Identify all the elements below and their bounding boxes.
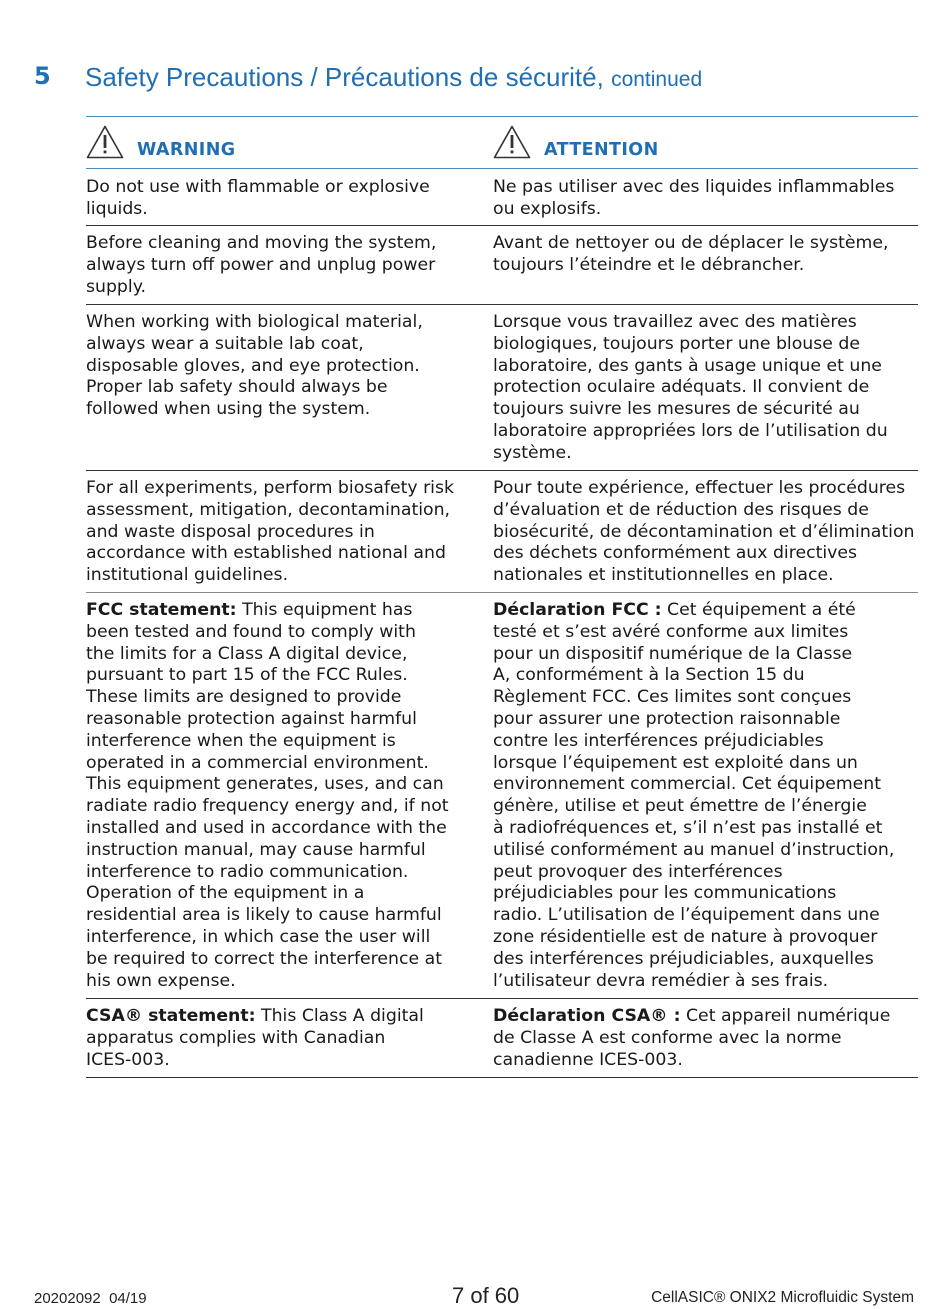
fcc-statement-en [86,600,493,998]
attention-heading: ATTENTION [544,140,659,160]
fcc-statement-label: FCC statement: [86,600,237,620]
french-text: Avant de nettoyer ou de déplacer le système, toujours l’éteindre et le débrancher. [493,233,889,275]
csa-declaration-label: Déclaration CSA® : [493,1006,681,1026]
table-row [86,471,918,593]
french-text: Pour toute expérience, effectuer les procédures d’évaluation et de réduction des risques de biosécurité, de décontamination et d’élimination des déchets conformément aux directives nationales et institutionnelles en place. [493,478,915,586]
fcc-statement-fr [493,600,918,998]
warning-triangle-icon [493,125,531,159]
product-name: CellASIC® ONIX2 Microfluidic System [651,1289,914,1306]
fcc-declaration-label: Déclaration FCC : [493,600,662,620]
english-text: Do not use with flammable or explosive liquids. [86,177,430,219]
english-text: When working with biological material, always wear a suitable lab coat, disposable gloves, and eye protection. Proper lab safety should always be followed when using the system. [86,312,423,420]
fcc-statement-text: This equipment has been tested and found to comply with the limits for a Class A digital device, pursuant to part 15 of the FCC Rules. These limits are designed to provide reasonable protection against harmful interference when the equipment is operated in a commercial environment. This equipment generates, uses, and can radiate radio frequency energy and, if not installed and used in accordance with the instruction manual, may cause harmful interference to radio communication. Operation of the equipment in a residential area is likely to cause harmful interference, in which case the user will be required to correct the interference at his own expense. [86,600,449,991]
fcc-declaration-text: Cet équipement a été testé et s’est avéré conforme aux limites pour un dispositif numérique de la Classe A, conformément à la Section 15 du Règlement FCC. Ces limites sont conçues pour assurer une protection raisonnable contre les interférences préjudiciables lorsque l’équipement est exploité dans un environnement commercial. Cet équipement génère, utilise et peut émettre de l’énergie à radiofréquences et, s’il n’est pas installé et utilisé conformément au manuel d’instruction, peut provoquer des interférences préjudiciables pour les communications radio. L’utilisation de l’équipement dans une zone résidentielle est de nature à provoquer des interférences préjudiciables, auxquelles l’utilisateur devra remédier à ses frais. [493,600,895,991]
table-header-row [86,120,918,169]
english-text: Before cleaning and moving the system, always turn off power and unplug power supply. [86,233,437,297]
section-number: 5 [34,62,51,90]
section-title [85,62,702,93]
csa-statement-text: This Class A digital apparatus complies with Canadian ICES-003. [86,1006,424,1070]
english-text: For all experiments, perform biosafety risk assessment, mitigation, decontamination, and waste disposal procedures in accordance with established national and institutional guidelines. [86,478,454,586]
table-row [86,593,918,999]
attention-heading-cell [493,120,918,168]
section-title-text: Safety Precautions / Précautions de sécurité, [85,62,604,92]
csa-statement-label: CSA® statement: [86,1006,256,1026]
warning-triangle-icon [86,125,124,159]
table-row [86,305,918,471]
header-rule [86,116,918,117]
table-row [86,999,918,1078]
warning-heading: WARNING [137,140,236,160]
safety-table [86,120,918,1078]
french-text: Ne pas utiliser avec des liquides inflammables ou explosifs. [493,177,895,219]
csa-declaration-text: Cet appareil numérique de Classe A est conforme avec la norme canadienne ICES-003. [493,1006,891,1070]
csa-statement-en [86,1006,493,1077]
french-text: Lorsque vous travaillez avec des matières biologiques, toujours porter une blouse de laboratoire, des gants à usage unique et une protection oculaire adéquats. Il convient de toujours suivre les mesures de sécurité au laboratoire appropriées lors de l’utilisation du système. [493,312,888,463]
page-number: 7 of 60 [452,1283,520,1308]
document-code: 20202092 04/19 [34,1290,147,1307]
warning-heading-cell [86,120,493,168]
table-row [86,226,918,305]
table-row [86,169,918,226]
section-title-suffix: continued [611,68,703,91]
section-header [34,62,914,98]
csa-statement-fr [493,1006,918,1077]
